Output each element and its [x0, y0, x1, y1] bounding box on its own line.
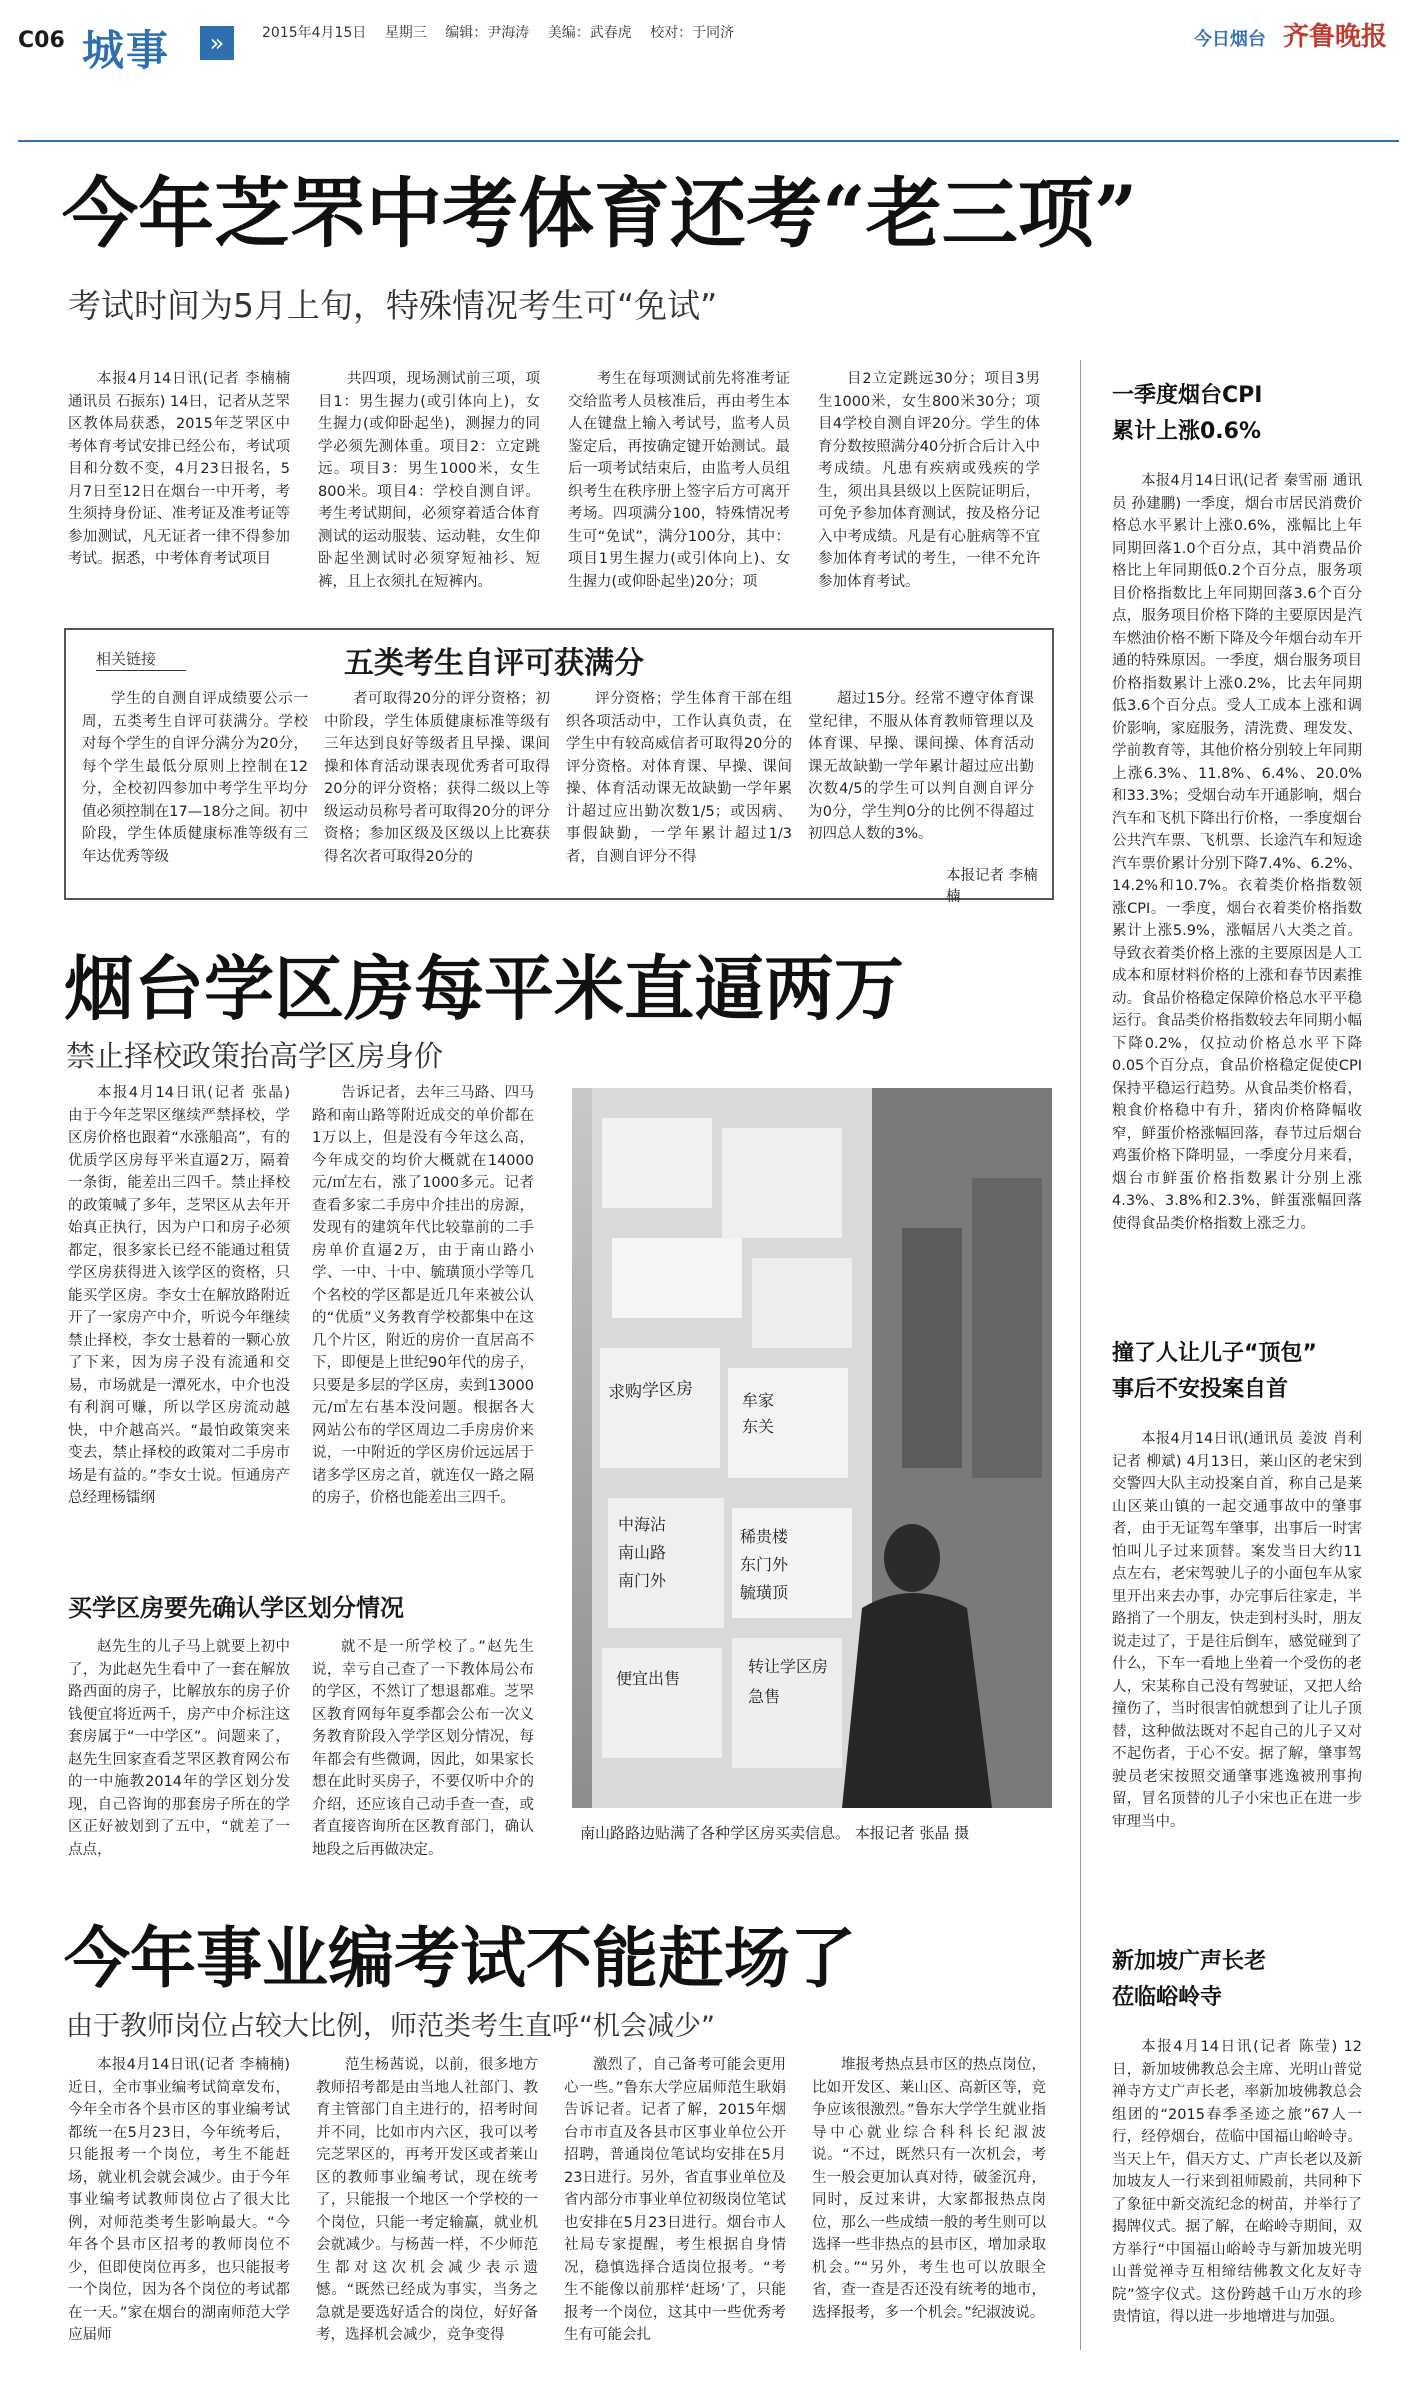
photo-note-1: 求购学区房	[607, 1378, 694, 1404]
sidebar1-body	[1112, 470, 1362, 1370]
issue-weekday: 星期三	[384, 25, 427, 41]
article3-col3	[564, 2054, 786, 2372]
paragraph: 者可取得20分的评分资格；初中阶段，学生体质健康标准等级有三年达到良好等级者且早操、课间操和体育活动课表现优秀者可取得20分的评分资格；获得二级以上等级运动员称号者可取得20分的评分资格；参加区级及区级以上比赛获得名次者可取得20分的	[324, 691, 550, 865]
photo-note-6: 东门外	[740, 1555, 789, 1574]
article2-photo	[572, 1088, 1052, 1808]
section-name: 城事	[82, 26, 171, 75]
photo-note-2: 中海沾	[618, 1515, 667, 1534]
paragraph: 本报4月14日讯(记者 李楠楠) 近日，全市事业编考试简章发布，今年全市各个县市区的事业编考试都统一在5月23日，今年统考后，只能报考一个岗位，考生不能赶场，就业机会就会减少。由于今年事业编考试教师岗位占了很大比例，对师范类考生影响最大。“今年各个县市区招考的教师岗位不少，但即使岗位再多，也只能报考一个岗位，因为各个岗位的考试都在一天。”家在烟台的湖南师范大学应届师	[68, 2057, 290, 2343]
article1-col2	[318, 368, 540, 618]
sidebar1-title-line2: 累计上涨0.6%	[1112, 419, 1262, 444]
paragraph: 评分资格；学生体育干部在组织各项活动中，工作认真负责，在学生中有较高威信者可取得20分的评分资格。对体育课、早操、课间操、体育活动课无故缺勤一学年累计超过应出勤次数1/5；或因病、事假缺勤，一学年累计超过1/3者，自测自评分不得	[566, 691, 792, 865]
designer-credit: 美编：武春虎	[547, 25, 632, 41]
paragraph: 本报4月14日讯(记者 陈莹) 12日，新加坡佛教总会主席、光明山普觉禅寺方丈广声长老，率新加坡佛教总会组团的“2015春季圣迹之旅”67人一行，经停烟台，莅临中国福山峪岭寺。当天上午，倡天方丈、广声长老以及新加坡友人一行来到祖师殿前，共同种下了象征中新交流纪念的树苗，并举行了揭牌仪式。据了解，在峪岭寺期间，双方举行“中国福山峪岭寺与新加坡光明山普觉禅寺互相缔结佛教文化友好寺院”签字仪式。这份跨越千山万水的珍贵情谊，得以进一步地增进与加强。	[1112, 2039, 1362, 2325]
article2-subhead: 买学区房要先确认学区划分情况	[68, 1594, 404, 1622]
photo-note-12: 便宜出售	[616, 1669, 681, 1688]
related-box	[64, 628, 1054, 905]
article2-col2	[312, 1082, 534, 1522]
article1-subtitle: 考试时间为5月上旬，特殊情况考生可“免试”	[68, 286, 718, 325]
photo-illustration	[572, 1088, 1052, 1808]
article2-col1	[68, 1082, 290, 1522]
paragraph: 本报4月14日讯(记者 秦雪丽 通讯员 孙建鹏) 一季度，烟台市居民消费价格总水平累计上涨0.6%，涨幅比上年同期回落1.0个百分点，其中消费品价格比上年同期低0.2个百分点，服务项目价格指数比上年同期回落3.6个百分点，服务项目价格下降的主要原因是汽车燃油价格不断下降及今年烟台动车开通的特殊原因。一季度，烟台服务项目价格指数累计上涨0.2%，比去年同期低3.6个百分点。受人工成本上涨和调价影响，家庭服务，清洗费、理发发、学前教育等，其他价格分别较上年同期上涨6.3%、11.8%、6.4%、20.0%和33.3%；受烟台动车开通影响，烟台汽车和飞机下降出行价格，一季度烟台公共汽车票、飞机票、长途汽车和短途汽车票价累计分别下降7.4%、6.2%、14.2%和10.7%。衣着类价格指数领涨CPI。一季度，烟台衣着类价格指数累计上涨5.9%，涨幅居八大类之首。导致衣着类价格上涨的主要原因是人工成本和原材料价格的上涨和春节因素推动。食品价格稳定保障价格总水平平稳运行。食品类价格指数较去年同期小幅下降0.2%，仅拉动价格总水平下降0.05个百分点，食品价格稳定促使CPI保持平稳运行趋势。从食品类价格看，粮食价格稳中有升，猪肉价格降幅收窄，鲜蛋价格涨幅回落，春节过后烟台鸡蛋价格下降明显，一季度分月来看，烟台市鲜蛋价格指数累计分别上涨4.3%、3.8%和2.3%，鲜蛋涨幅回落使得食品类价格指数上涨乏力。	[1112, 473, 1362, 1232]
article3-col2	[316, 2054, 538, 2372]
paragraph: 考生在每项测试前先将准考证交给监考人员核准后，再由考生本人在键盘上输入考试号，监考人员鉴定后，再按确定键开始测试。最后一项考试结束后，由监考人员组织考生在秩序册上签字后方可离开考场。四项满分100，特殊情况考生可“免试”，满分100分，其中：项目1男生握力(或引体向上)、女生握力(或仰卧起坐)20分；项	[568, 371, 790, 590]
masthead-brand	[1194, 16, 1387, 53]
related-col1	[82, 688, 308, 888]
page-number: C06	[18, 28, 65, 53]
paragraph: 告诉记者，去年三马路、四马路和南山路等附近成交的单价都在1万以上，但是没有今年这么高，今年成交的均价大概就在14000元/㎡左右，涨了1000多元。记者查看多家二手房中介挂出的房源，发现有的建筑年代比较靠前的二手房单价直逼2万，由于南山路小学、一中、十中、毓璜顶小学等几个名校的学区都是近几年来被公认的“优质”义务教育学校都集中在这几个片区，附近的房价一直居高不下，即便是上世纪90年代的房子，只要是多层的学区房，卖到13000元/㎡左右基本没问题。根据各大网站公布的学区周边二手房房价来说，一中附近的学区房价远远居于诸多学区房之首，就连仅一路之隔的房子，价格也能差出三四千。	[312, 1085, 534, 1506]
paragraph: 本报4月14日讯(记者 张晶) 由于今年芝罘区继续严禁择校，学区房价格也跟着“水涨船高”，有的优质学区房每平米直逼2万，隔着一条街，能差出三四千。禁止择校的政策喊了多年，芝罘区从去年开始真正执行，因为户口和房子必须都定，很多家长已经不能通过租赁学区房获得进入该学区的资格，只能买学区房。李女士在解放路附近开了一家房产中介，听说今年继续禁止择校，李女士悬着的一颗心放了下来，因为房子没有流通和交易，市场就是一潭死水，中介也没有利润可赚，所以学区房流动越快，中介越高兴。“最怕政策突来变去，禁止择校的政策对二手房市场是有益的。”李女士说。恒通房产总经理杨镭纲	[68, 1085, 290, 1506]
article1-col1	[68, 368, 290, 618]
issue-date: 2015年4月15日	[262, 25, 367, 41]
sidebar2-title-line2: 事后不安投案自首	[1112, 1377, 1289, 1402]
header-rule	[18, 140, 1399, 142]
header-meta	[262, 22, 748, 42]
paragraph: 范生杨茜说，以前，很多地方教师招考都是由当地人社部门、教育主管部门自主进行的，招考时间并不同，比如市内六区，我可以考完芝罘区的，再考开发区或者莱山区的教师事业编考试，现在统考了，只能报一个地区一个学校的一个岗位，只能一考定输赢，就业机会就减少。与杨茜一样，不少师范生都对这次机会减少表示遗憾。“既然已经成为事实，当务之急就是要选好适合的岗位，好好备考，选择机会减少，竞争变得	[316, 2057, 538, 2343]
photo-note-7: 毓璜顶	[740, 1583, 789, 1602]
proof-credit: 校对：于同济	[650, 25, 735, 41]
photo-note-10: 转让学区房	[748, 1657, 829, 1676]
sidebar2-title-line1: 撞了人让儿子“顶包”	[1112, 1341, 1317, 1366]
article1-col3	[568, 368, 790, 618]
related-col3	[566, 688, 792, 888]
related-byline: 本报记者 李楠楠	[946, 868, 1038, 905]
brand-name: 齐鲁晚报	[1282, 22, 1387, 52]
photo-note-9: 东关	[742, 1417, 775, 1436]
section-tag	[82, 18, 225, 76]
paragraph: 目2立定跳远30分；项目3男生1000米，女生800米30分；项目4学校自测自评20分。学生的体育分数按照满分40分折合后计入中考成绩。凡患有疾病或残疾的学生，须出具县级以上医院证明后，可免予参加体育测试，按及格分记入中考成绩。凡是有心脏病等不宜参加体育考试的考生，一律不允许参加体育考试。	[818, 371, 1040, 590]
related-col2	[324, 688, 550, 888]
related-label: 相关链接	[96, 650, 157, 668]
sidebar2-body	[1112, 1428, 1362, 1908]
photo-note-8: 牟家	[742, 1391, 775, 1410]
column-divider	[1080, 360, 1081, 2350]
article3-title: 今年事业编考试不能赶场了	[64, 1919, 856, 1997]
sidebar3-title-line1: 新加坡广声长老	[1112, 1949, 1267, 1974]
paragraph: 堆报考热点县市区的热点岗位，比如开发区、莱山区、高新区等，竞争应该很激烈。”鲁东大学学生就业指导中心就业综合科科长纪淑波说。“不过，既然只有一次机会，考生一般会更加认真对待，破釜沉舟，同时，反过来讲，大家都报热点岗位，那么一些成绩一般的考生则可以选择一些非热点的县市区，增加录取机会。”“另外，考生也可以放眼全省，查一查是否还没有统考的地市，选择报考，多一个机会。”纪淑波说。	[812, 2057, 1046, 2321]
paragraph: 本报4月14日讯(通讯员 姜波 肖利 记者 柳斌) 4月13日，莱山区的老宋到交警四大队主动投案自首，称自己是莱山区莱山镇的一起交通事故中的肇事者，由于无证驾车肇事，出事后一时害怕叫儿子过来顶替。案发当日大约11点左右，老宋驾驶儿子的小面包车从家里开出来去办事，办完事后往家走，半路捎了一个朋友，快走到村头时，朋友说走过了，于是往后倒车，感觉碰到了什么，下车一看地上坐着一个受伤的老人，宋某称自己没有驾驶证，又把人给撞伤了，当时很害怕就想到了让儿子顶替，这种做法既对不起自己的儿子又对不起伤者，于心不安。据了解，肇事驾驶员老宋按照交通肇事逃逸被刑事拘留，冒名顶替的儿子小宋也正在进一步审理当中。	[1112, 1431, 1362, 1830]
article2-col3	[68, 1636, 290, 1876]
article2-subtitle: 禁止择校政策抬高学区房身价	[66, 1039, 444, 1073]
chevron-right-icon: »	[200, 26, 234, 60]
related-title: 五类考生自评可获满分	[344, 646, 644, 681]
article1-title: 今年芝罘中考体育还考“老三项”	[62, 169, 1138, 258]
paragraph: 本报4月14日讯(记者 李楠楠 通讯员 石振东) 14日，记者从芝罘区教体局获悉，2015年芝罘区中考体育考试安排已经公布，考试项目和分数不变，4月23日报名，5月7日至12日在烟台一中开考，考生须持身份证、准考证及准考证等参加测试，凡无证者一律不得参加考试。据悉，中考体育考试项目	[68, 371, 290, 567]
article1-col4	[818, 368, 1040, 618]
photo-note-3: 南山路	[618, 1543, 667, 1562]
photo-caption: 南山路路边贴满了各种学区房买卖信息。 本报记者 张晶 摄	[580, 1824, 970, 1842]
brand-today: 今日烟台	[1193, 29, 1266, 50]
paragraph: 超过15分。经常不遵守体育课堂纪律，不服从体育教师管理以及体育课、早操、课间操、体育活动课无故缺勤一学年累计超过应出勤次数4/5的学生可以判自测自评分为0分，学生判0分的比例不得超过初四总人数的3%。	[808, 691, 1034, 842]
paragraph: 赵先生的儿子马上就要上初中了，为此赵先生看中了一套在解放路西面的房子，比解放东的房子价钱便宜将近两千，房产中介标注这套房属于“一中学区”。问题来了，赵先生回家查看芝罘区教育网公布的一中施教2014年的学区划分发现，自己咨询的那套房子所在的学区正好被划到了五中，“就差了一点点，	[68, 1639, 290, 1858]
article3-col1	[68, 2054, 290, 2372]
paragraph: 激烈了，自己备考可能会更用心一些。”鲁东大学应届师范生耿娟告诉记者。记者了解，2015年烟台市市直及各县市区事业单位公开招聘，普通岗位笔试均安排在5月23日进行。另外，省直事业单位及省内部分市事业单位初级岗位笔试也安排在5月23日进行。烟台市人社局专家提醒，考生根据自身情况，稳慎选择合适岗位报考。“考生不能像以前那样‘赶场’了，只能报考一个岗位，这其中一些优秀考生有可能会扎	[564, 2057, 786, 2343]
photo-note-5: 稀贵楼	[740, 1527, 789, 1546]
sidebar3-body	[1112, 2036, 1362, 2372]
sidebar1-title-line1: 一季度烟台CPI	[1112, 383, 1263, 408]
editor-credit: 编辑：尹海涛	[445, 25, 530, 41]
paragraph: 就不是一所学校了。”赵先生说，幸亏自己查了一下教体局公布的学区，不然订了想退都难。芝罘区教育网每年夏季都会公布一次义务教育阶段入学学区划分情况，每年都会有些微调，因此，如果家长想在此时买房子，不要仅听中介的介绍，还应该自己动手查一查，或者直接咨询所在区教育部门，确认地段之后再做决定。	[312, 1639, 534, 1858]
sidebar3-title-line2: 莅临峪岭寺	[1112, 1985, 1223, 2010]
article2-title: 烟台学区房每平米直逼两万	[64, 947, 904, 1030]
page-header	[0, 0, 1417, 145]
related-label-rule	[96, 670, 186, 671]
photo-note-11: 急售	[748, 1687, 781, 1706]
article2-col4	[312, 1636, 534, 1876]
paragraph: 学生的自测自评成绩要公示一周，五类考生自评可获满分。学校对每个学生的自评分满分为20分，每个学生最低分原则上控制在12分，全校初四参加中考学生平均分值必须控制在17—18分之间。初中阶段，学生体质健康标准等级有三年达优秀等级	[82, 691, 308, 865]
paragraph: 共四项，现场测试前三项，项目1：男生握力(或引体向上)，女生握力(或仰卧起坐)，测握力的同学必须先测体重。项目2：立定跳远。项目3：男生1000米，女生800米。项目4：学校自测自评。考生考试期间，必须穿着适合体育测试的运动服装、运动鞋，女生仰卧起坐测试时必须穿短袖衫、短裤，且上衣须扎在短裤内。	[318, 371, 540, 590]
article3-subtitle: 由于教师岗位占较大比例，师范类考生直呼“机会减少”	[66, 2011, 715, 2042]
photo-note-4: 南门外	[618, 1571, 667, 1590]
related-col4	[808, 688, 1034, 868]
article3-col4	[812, 2054, 1046, 2372]
